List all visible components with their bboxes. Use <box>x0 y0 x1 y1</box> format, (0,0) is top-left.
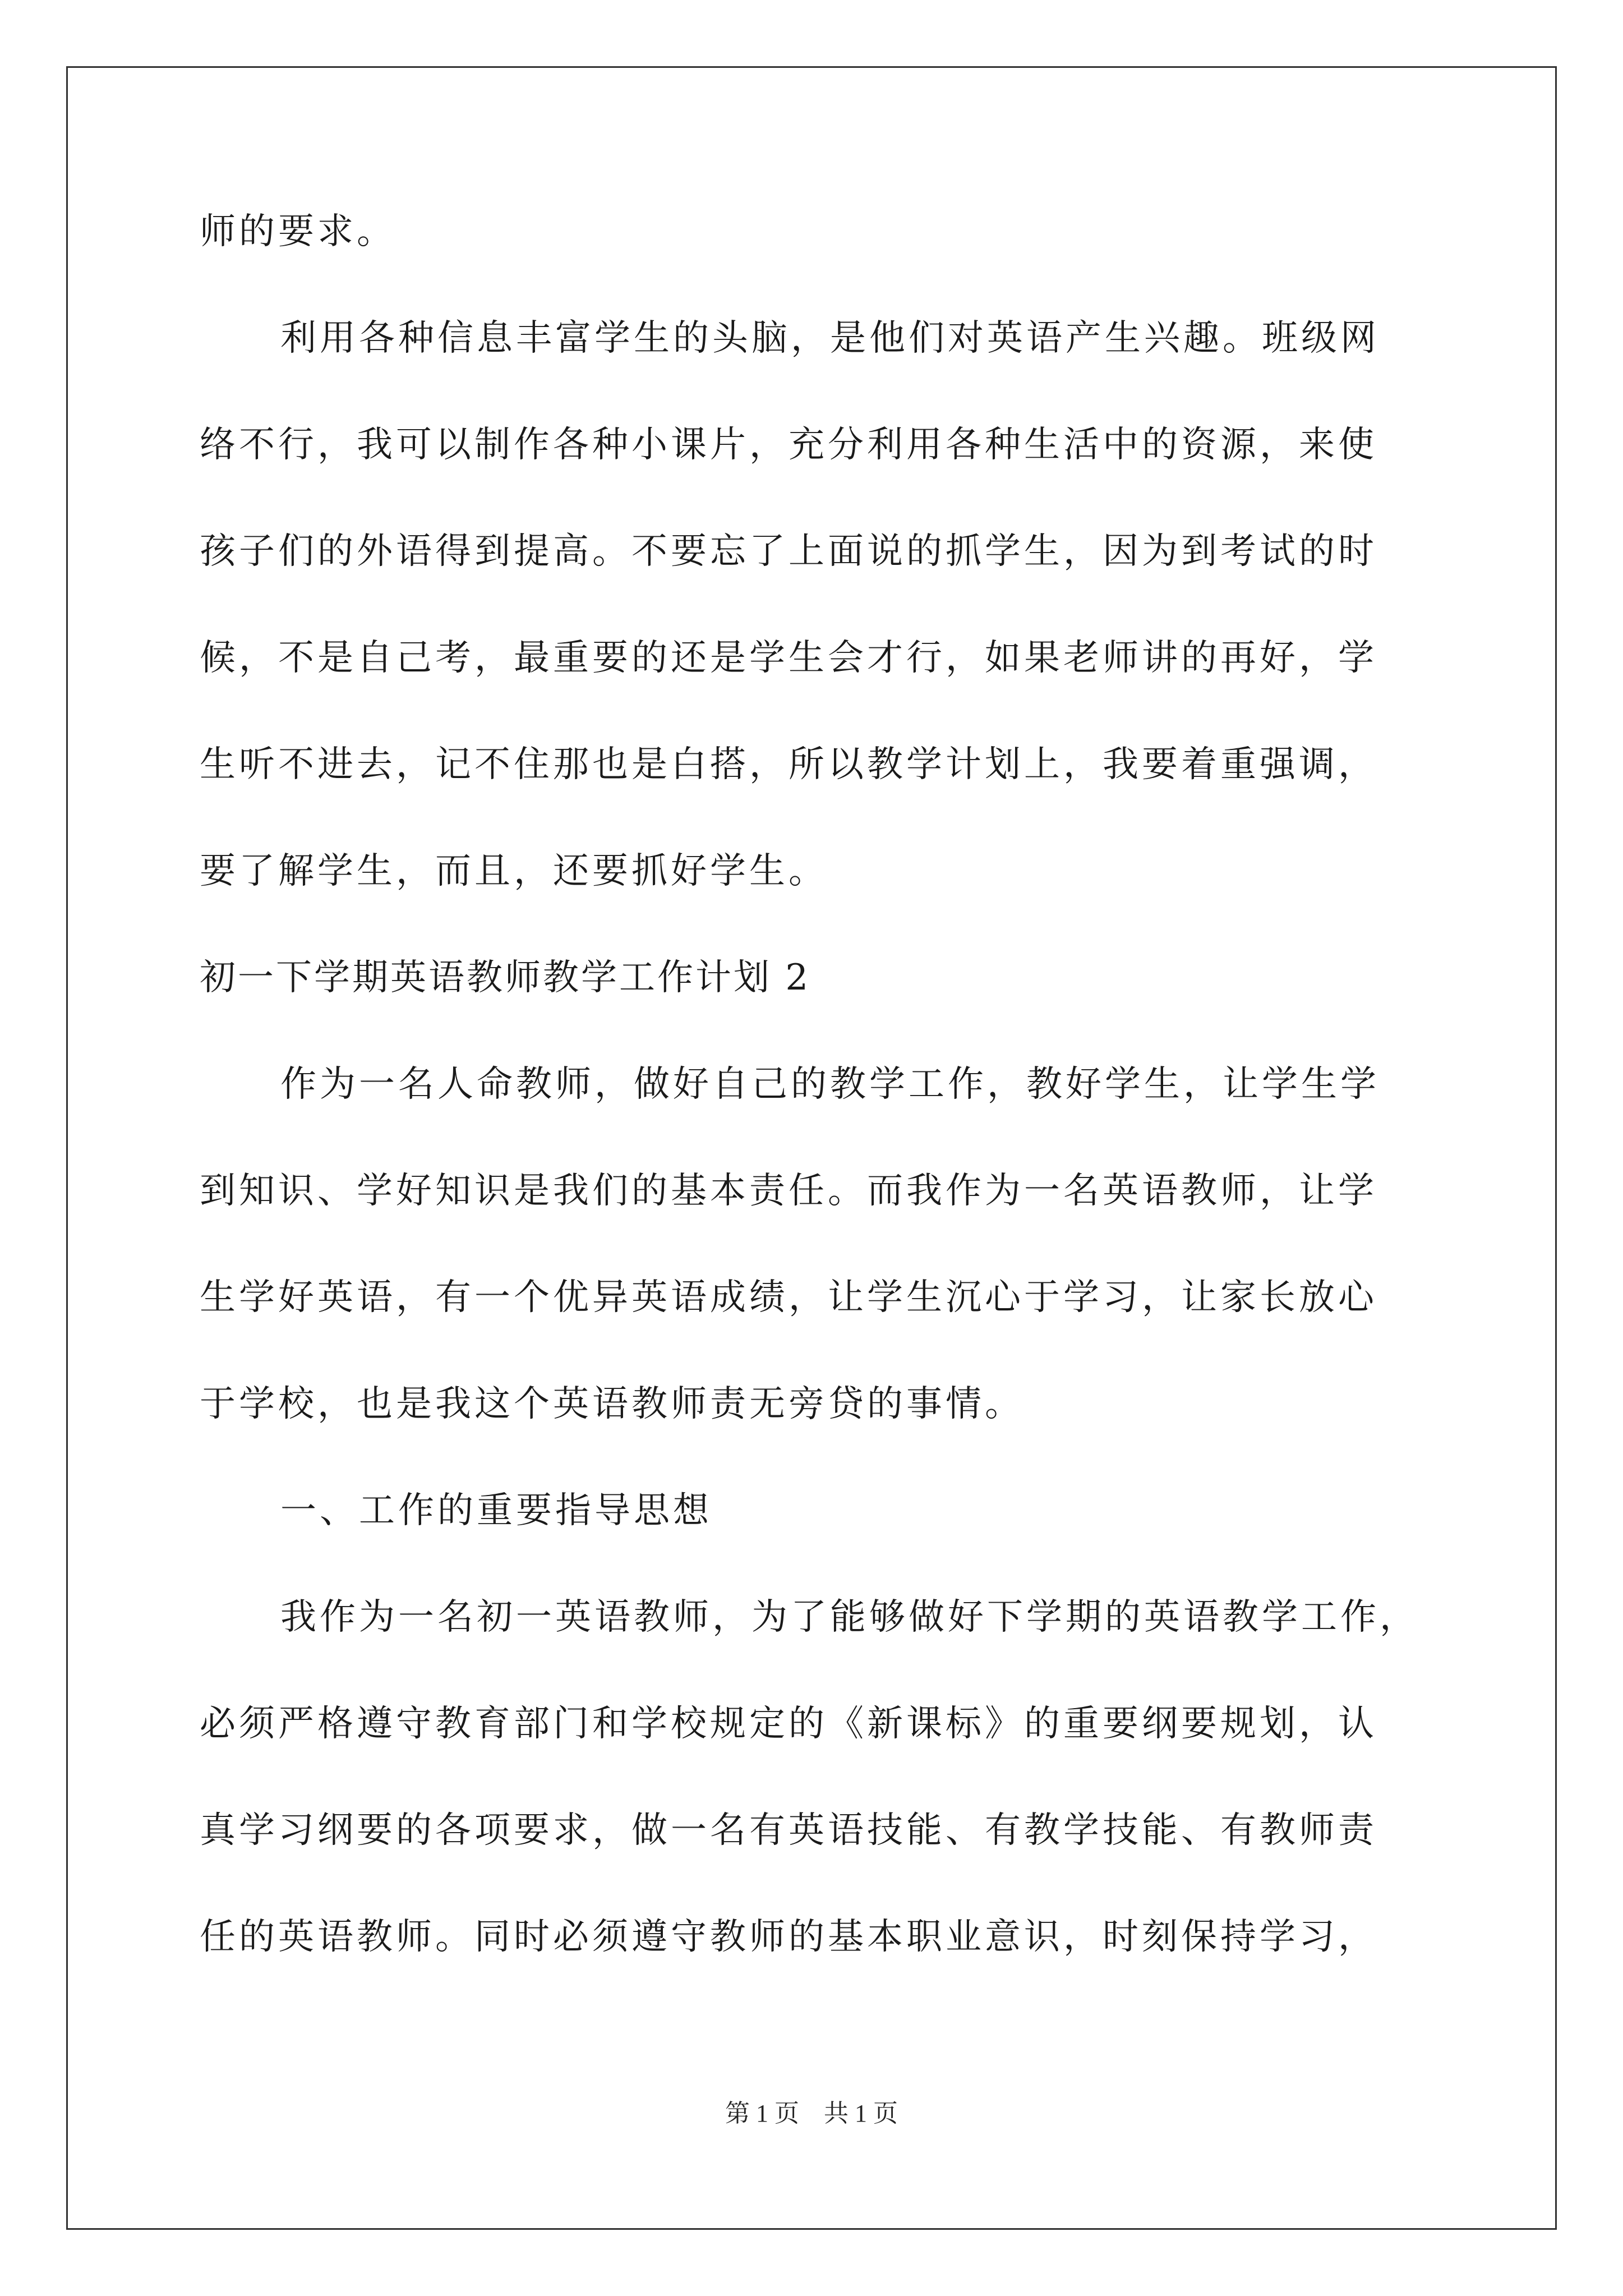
text-line: 生听不进去，记不住那也是白搭，所以教学计划上，我要着重强调， <box>200 744 1377 785</box>
page-border <box>66 66 1557 2230</box>
text-line: 络不行，我可以制作各种小课片，充分利用各种生活中的资源，来使 <box>200 424 1377 466</box>
text-line: 师的要求。 <box>200 211 396 252</box>
page-footer: 第 1 页 共 1 页 <box>725 2100 898 2127</box>
text-line: 任的英语教师。同时必须遵守教师的基本职业意识，时刻保持学习， <box>200 1916 1377 1958</box>
text-line: 要了解学生，而且，还要抓好学生。 <box>200 850 828 892</box>
text-line: 必须严格遵守教育部门和学校规定的《新课标》的重要纲要规划，认 <box>200 1703 1377 1745</box>
section-heading: 初一下学期英语教师教学工作计划 2 <box>200 957 811 999</box>
subsection-heading: 一、工作的重要指导思想 <box>280 1490 712 1531</box>
text-line: 利用各种信息丰富学生的头脑，是他们对英语产生兴趣。班级网 <box>280 318 1380 359</box>
text-line: 我作为一名初一英语教师，为了能够做好下学期的英语教学工作， <box>280 1596 1419 1638</box>
text-line: 孩子们的外语得到提高。不要忘了上面说的抓学生，因为到考试的时 <box>200 531 1377 572</box>
text-line: 生学好英语，有一个优异英语成绩，让学生沉心于学习，让家长放心 <box>200 1277 1377 1318</box>
text-line: 作为一名人命教师，做好自己的教学工作，教好学生，让学生学 <box>280 1064 1380 1105</box>
text-line: 候，不是自己考，最重要的还是学生会才行，如果老师讲的再好，学 <box>200 637 1377 679</box>
text-line: 真学习纲要的各项要求，做一名有英语技能、有教学技能、有教师责 <box>200 1810 1377 1851</box>
text-line: 于学校，也是我这个英语教师责无旁贷的事情。 <box>200 1383 1024 1425</box>
text-line: 到知识、学好知识是我们的基本责任。而我作为一名英语教师，让学 <box>200 1170 1377 1212</box>
